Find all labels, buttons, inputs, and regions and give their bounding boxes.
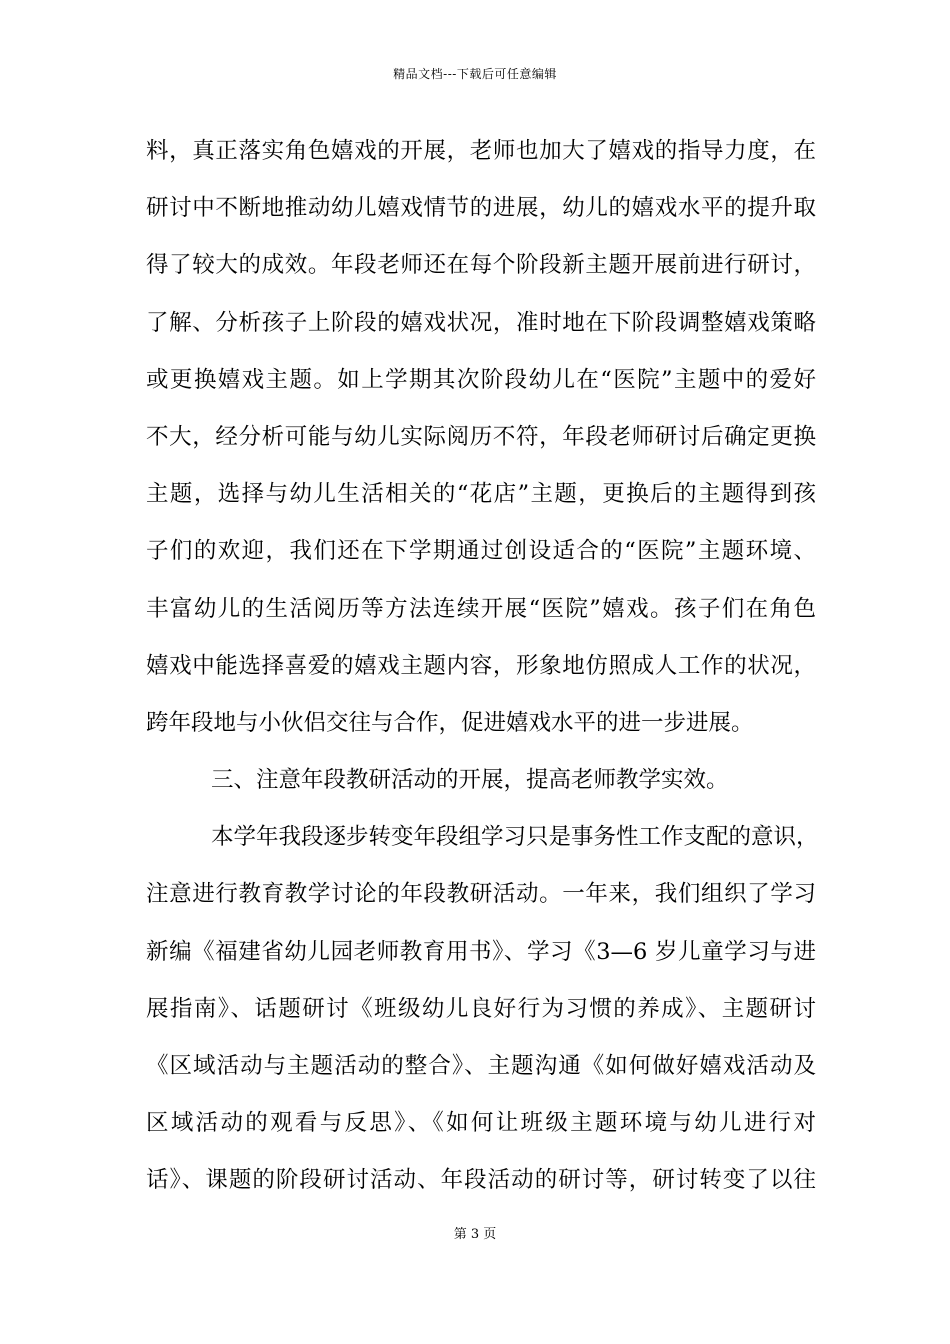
text-line: 新编《福建省幼儿园老师教育用书》、学习《3—6 岁儿童学习与进: [146, 938, 816, 965]
text-line: 嬉戏中能选择喜爱的嬉戏主题内容，形象地仿照成人工作的状况，: [146, 652, 816, 679]
section-heading: 三、注意年段教研活动的开展，提高老师教学实效。: [211, 767, 729, 794]
text-line: 了解、分析孩子上阶段的嬉戏状况，准时地在下阶段调整嬉戏策略: [146, 309, 816, 336]
text-line: 或更换嬉戏主题。如上学期其次阶段幼儿在“医院”主题中的爱好: [146, 366, 816, 393]
text-line: 得了较大的成效。年段老师还在每个阶段新主题开展前进行研讨，: [146, 252, 816, 279]
document-body: [146, 128, 819, 1215]
page-number: 第 3 页: [453, 1227, 497, 1242]
text-line: 注意进行教育教学讨论的年段教研活动。一年来，我们组织了学习: [146, 881, 816, 908]
text-line: 主题，选择与幼儿生活相关的“花店”主题，更换后的主题得到孩: [146, 481, 816, 508]
text-line: 本学年我段逐步转变年段组学习只是事务性工作支配的意识，: [211, 824, 819, 851]
paragraph-teaching-research: [146, 814, 819, 1214]
text-line: 料，真正落实角色嬉戏的开展，老师也加大了嬉戏的指导力度，在: [146, 138, 816, 164]
text-line: 《区域活动与主题活动的整合》、主题沟通《如何做好嬉戏活动及: [146, 1053, 816, 1079]
text-line: 区域活动的观看与反思》、《如何让班级主题环境与幼儿进行对: [146, 1110, 816, 1137]
paragraph-continuation: [146, 128, 816, 757]
text-line: 不大，经分析可能与幼儿实际阅历不符，年段老师研讨后确定更换: [146, 423, 816, 450]
text-line: 丰富幼儿的生活阅历等方法连续开展“医院”嬉戏。孩子们在角色: [146, 595, 816, 622]
text-line: 话》、课题的阶段研讨活动、年段活动的研讨等，研讨转变了以往: [146, 1167, 816, 1194]
text-line: 子们的欢迎，我们还在下学期通过创设适合的“医院”主题环境、: [146, 538, 816, 565]
page-header: 精品文档---下载后可任意编辑: [393, 67, 557, 81]
text-line: 跨年段地与小伙侣交往与合作，促进嬉戏水平的进一步进展。: [146, 709, 754, 736]
text-line: 展指南》、话题研讨《班级幼儿良好行为习惯的养成》、主题研讨: [146, 995, 816, 1022]
text-line: 研讨中不断地推动幼儿嬉戏情节的进展，幼儿的嬉戏水平的提升取: [146, 195, 816, 222]
